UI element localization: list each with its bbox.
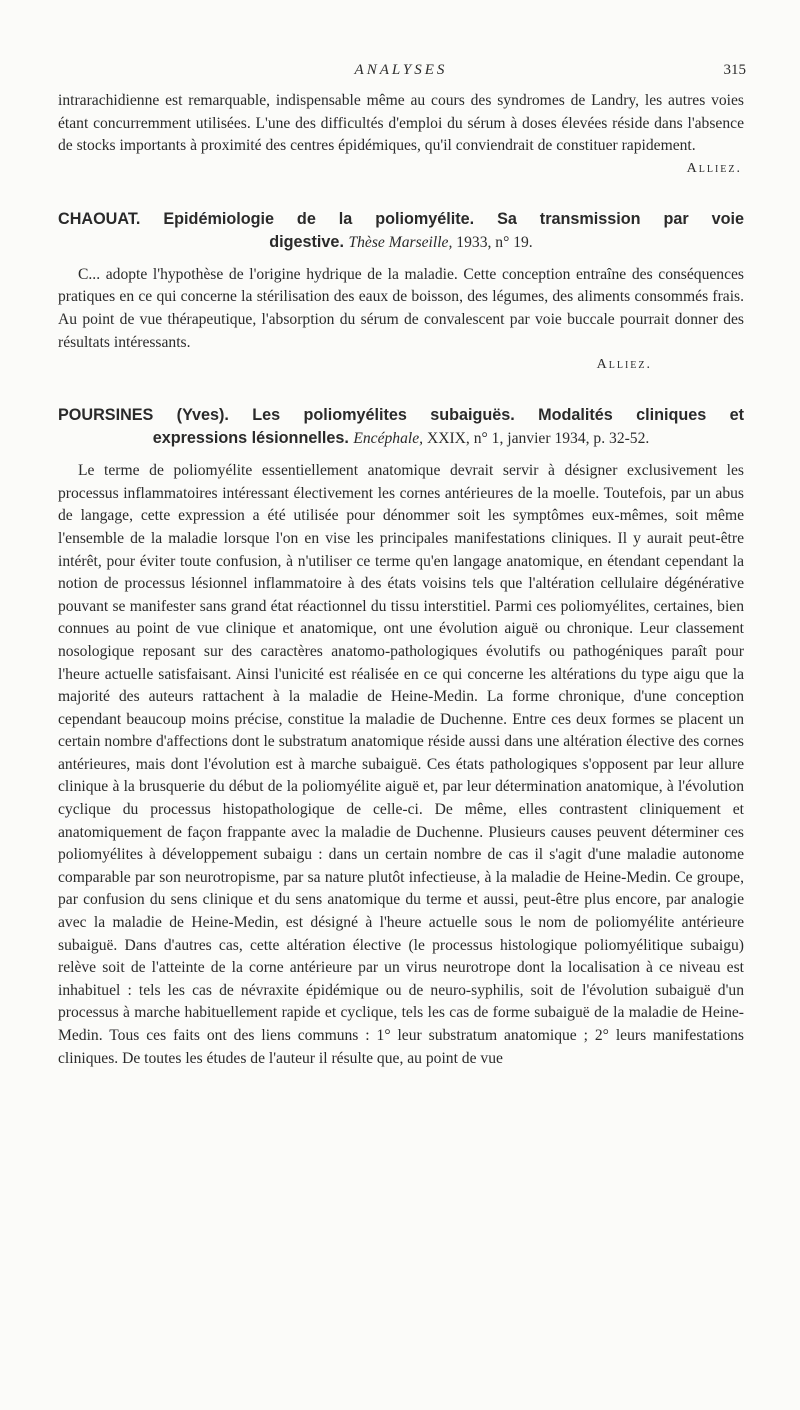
entry-heading <box>58 208 744 254</box>
journal-page <box>58 62 744 1070</box>
running-head <box>58 62 744 90</box>
entry-poursines <box>58 404 744 1070</box>
entry-continuation <box>58 90 744 180</box>
entry-title-line1: Epidémiologie de la poliomyélite. Sa transmission par voie <box>163 209 744 228</box>
entry-body: C... adopte l'hypothèse de l'origine hydrique de la maladie. Cette conception entraîne des conséquences pratiques en ce qui concerne la stérilisation des eaux de boisson, des légumes, des aliments consommés frais. Au point de vue thérapeutique, l'absorption du sérum de convalescent par voie buccale pourrait donner des résultats intéressants. <box>58 265 744 351</box>
running-head-title: ANALYSES <box>354 62 448 78</box>
entry-reference: XXIX, n° 1, janvier 1934, p. 32-52. <box>426 430 650 448</box>
entry-title-line2: expressions lésionnelles. <box>152 429 349 448</box>
reviewer-signature: Alliez. <box>686 160 742 176</box>
entry-title-line2: digestive. <box>269 232 344 251</box>
continuation-paragraph: intrarachidienne est remarquable, indispensable même au cours des syndromes de Landry, les autres voies étant concurremment utilisées. L'une des difficultés d'emploi du sérum à doses élevées réside dans l'absence de stocks importants à proximité des centres épidémiques, qu'il conviendrait de constituer rapidement. <box>58 92 744 155</box>
entry-body: Le terme de poliomyélite essentiellement anatomique devrait servir à désigner exclusivement les processus inflammatoires intéressant électivement les cornes antérieures de la moelle. Toutefois, par un abus de langage, cette expression a été utilisée pour dénommer soit les symptômes eux-mêmes, soit même l'ensemble de la maladie lorsque l'on en vise les principales manifestations cliniques. Il y aurait peut-être intérêt, pour éviter toute confusion, à n'utiliser ce terme qu'en langage anatomique, en étendant cependant la notion de processus lésionnel inflammatoire à des états voisins tels que l'altération cellulaire dégénérative pouvant se manifester sans grand état réactionnel du tissu interstitiel. Parmi ces poliomyélites, certaines, bien connues au point de vue clinique et anatomique, ont une évolution aiguë ou chronique. Leur classement nosologique reposant sur des caractères anatomo-pathologiques évolutifs ou pathogéniques paraît pour l'heure actuelle satisfaisant. Ainsi l'unicité est réalisée en ce qui concerne les altérations du type aigu que la majorité des auteurs rattachent à la maladie de Heine-Medin. La forme chronique, d'une conception cependant beaucoup moins précise, constitue la maladie de Duchenne. Entre ces deux formes se placent un certain nombre d'affections dont le substratum anatomique réside aussi dans une altération élective des cornes antérieures, mais dont l'évolution est à marche subaiguë. Ces états pathologiques s'opposent par leur allure clinique à la brusquerie du début de la poliomyélite aiguë et, par leur détermination anatomique, à l'évolution cyclique du processus histopathologique de celle-ci. De même, elles contrastent cliniquement et anatomiquement de façon frappante avec la maladie de Duchenne. Plusieurs causes peuvent déterminer ces poliomyélites à développement subaigu : dans un certain nombre de cas il s'agit d'une maladie autonome comparable par son neurotropisme, par sa nature plutôt infectieuse, à la maladie de Heine-Medin. Ce groupe, par confusion du sens clinique et du sens anatomique du terme et aussi, peut-être plus encore, par analogie avec la maladie de Heine-Medin, est désigné à l'heure actuelle sous le nom de poliomyélite antérieure subaiguë. Dans d'autres cas, cette altération élective (le processus histologique poliomyélitique subaigu) relève soit de l'atteinte de la corne antérieure par un virus neurotrope dont la localisation à ce niveau est inhabituel : tels les cas de névraxite épidémique ou de neuro-syphilis, soit de l'évolution subaiguë d'un processus à marche habituellement rapide et cyclique, tels les cas de forme subaiguë de la maladie de Heine-Medin. Tous ces faits ont des liens communs : 1° leur substratum anatomique ; 2° leurs manifestations cliniques. De toutes les études de l'auteur il résulte que, au point de vue <box>58 462 744 1067</box>
entry-title-line1: Les poliomyélites subaiguës. Modalités cliniques et <box>252 406 744 425</box>
entry-journal: Encéphale, <box>353 430 424 448</box>
entry-journal: Thèse Marseille, <box>348 233 453 251</box>
entry-author: CHAOUAT. <box>58 209 141 228</box>
entry-reference: 1933, n° 19. <box>456 233 533 251</box>
reviewer-signature: Alliez. <box>596 357 652 373</box>
entry-chaouat <box>58 208 744 376</box>
page-number: 315 <box>723 62 746 78</box>
entry-heading <box>58 404 744 450</box>
entry-author: POURSINES (Yves). <box>58 406 229 425</box>
